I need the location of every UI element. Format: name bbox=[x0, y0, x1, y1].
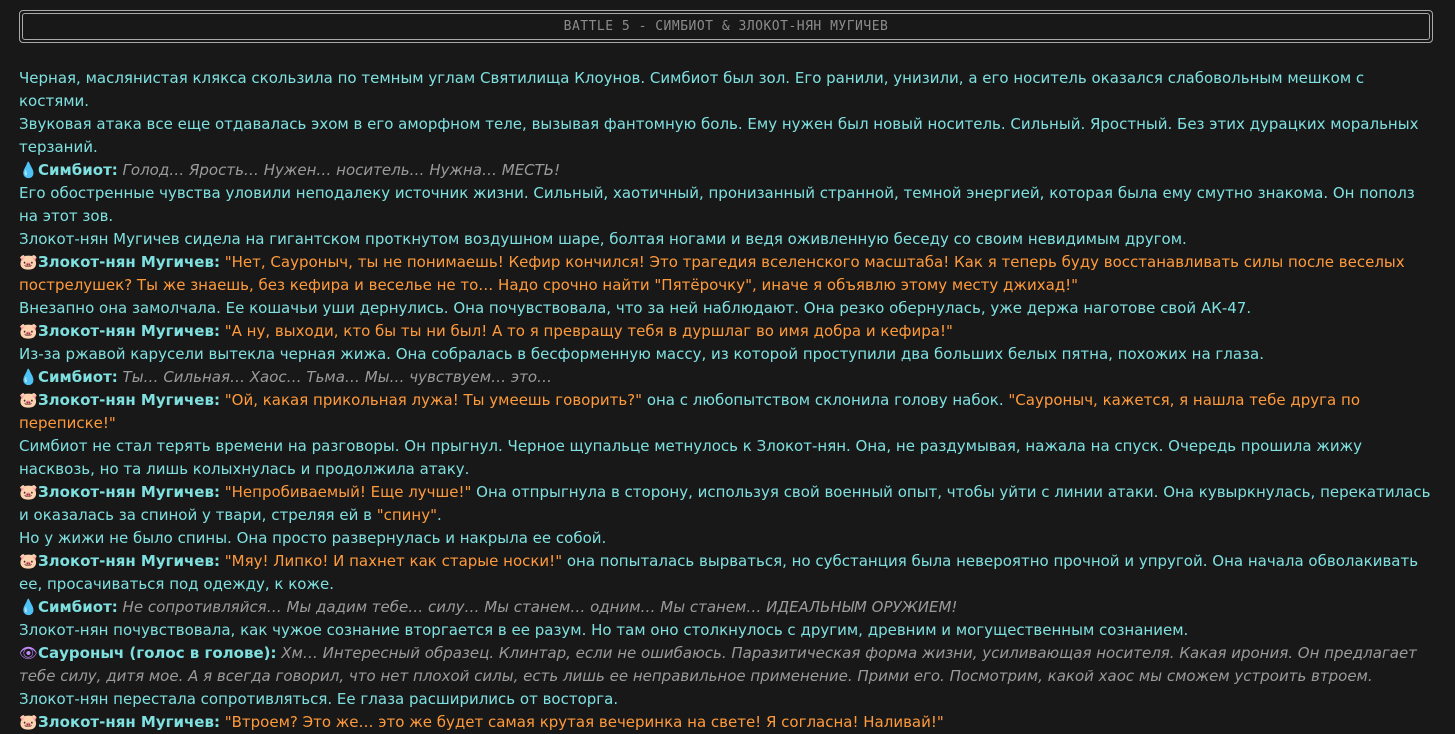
pig-face-icon: 🐷 bbox=[19, 552, 38, 570]
dialogue-line-zlokot bbox=[19, 320, 1433, 343]
speech-text: "Втроем? Это же… это же будет самая крутая вечеринка на свете! Я согласна! Наливай!" bbox=[224, 713, 944, 731]
speaker-name: Симбиот: bbox=[38, 161, 118, 179]
speech-text: Ты… Сильная… Хаос… Тьма… Мы… чувствуем… это… bbox=[122, 368, 552, 386]
narration-inline: она с любопытством склонила голову набок. bbox=[642, 391, 1009, 409]
speech-text: "Сауроныч, кажется, я нашла тебе друга по переписке!" bbox=[19, 391, 1361, 432]
narration-line: Из-за ржавой карусели вытекла черная жижа. Она собралась в бесформенную массу, из которой проступили два больших белых пятна, похожих на глаза. bbox=[19, 345, 1264, 363]
narration-line: Внезапно она замолчала. Ее кошачьи уши дернулись. Она почувствовала, что за ней наблюдают. Она резко обернулась, уже держа наготове свой АК-47. bbox=[19, 299, 1252, 317]
pig-face-icon: 🐷 bbox=[19, 391, 38, 409]
speaker-name: Злокот-нян Мугичев: bbox=[38, 253, 220, 271]
narration-inline: Она отпрыгнула в сторону, используя свой военный опыт, чтобы уйти с линии атаки. Она кувыркнулась, перекатилась и оказалась за спиной у твари, стреляя ей в bbox=[19, 483, 1431, 524]
speech-text: Хм… Интересный образец. Клинтар, если не ошибаюсь. Паразитическая форма жизни, усиливающая носителя. Какая ирония. Он предлагает тебе силу, дитя мое. А я всегда говорил, что нет плохой силы, есть лишь ее неправильное применение. Прими его. Посмотрим, какой хаос мы сможем устроить втроем. bbox=[19, 644, 1417, 685]
dialogue-line-symbiote bbox=[19, 159, 1433, 182]
pig-face-icon: 🐷 bbox=[19, 253, 38, 271]
story-log bbox=[19, 67, 1433, 734]
narration-line: Черная, маслянистая клякса скользила по темным углам Святилища Клоунов. Симбиот был зол. Его ранили, унизили, а его носитель оказался слабовольным мешком с костями. bbox=[19, 69, 1365, 110]
dialogue-line-zlokot bbox=[19, 550, 1433, 596]
dialogue-line-zlokot bbox=[19, 389, 1433, 435]
speech-text: "А ну, выходи, кто бы ты ни был! А то я превращу тебя в дуршлаг во имя добра и кефира!" bbox=[224, 322, 953, 340]
speaker-name: Сауроныч (голос в голове): bbox=[38, 644, 277, 662]
dialogue-line-zlokot bbox=[19, 711, 1433, 734]
speaker-name: Злокот-нян Мугичев: bbox=[38, 391, 220, 409]
speech-text: "Ой, какая прикольная лужа! Ты умеешь говорить?" bbox=[224, 391, 643, 409]
eye-icon: 👁 bbox=[19, 644, 39, 662]
droplet-icon: 💧 bbox=[19, 368, 38, 386]
dialogue-line-symbiote bbox=[19, 366, 1433, 389]
dialogue-line-zlokot bbox=[19, 481, 1433, 527]
narration-line: Его обостренные чувства уловили неподалеку источник жизни. Сильный, хаотичный, пронизанный странной, темной энергией, которая была ему смутно знакома. Он пополз на этот зов. bbox=[19, 184, 1415, 225]
speaker-name: Злокот-нян Мугичев: bbox=[38, 483, 220, 501]
narration-line: Но у жижи не было спины. Она просто развернулась и накрыла ее собой. bbox=[19, 529, 607, 547]
narration-line: Злокот-нян почувствовала, как чужое сознание вторгается в ее разум. Но там оно столкнулось с другим, древним и могущественным сознанием. bbox=[19, 621, 1189, 639]
speaker-name: Симбиот: bbox=[38, 368, 118, 386]
narration-line: Злокот-нян Мугичев сидела на гигантском проткнутом воздушном шаре, болтая ногами и ведя оживленную беседу со своим невидимым другом. bbox=[19, 230, 1187, 248]
speech-text: "Непробиваемый! Еще лучше!" bbox=[224, 483, 472, 501]
droplet-icon: 💧 bbox=[19, 598, 38, 616]
droplet-icon: 💧 bbox=[19, 161, 38, 179]
dialogue-line-zlokot bbox=[19, 251, 1433, 297]
battle-header bbox=[19, 10, 1433, 43]
narration-inline: . bbox=[437, 506, 442, 524]
speaker-name: Злокот-нян Мугичев: bbox=[38, 552, 220, 570]
speaker-name: Симбиот: bbox=[38, 598, 118, 616]
battle-title: BATTLE 5 - СИМБИОТ & ЗЛОКОТ-НЯН МУГИЧЕВ bbox=[22, 13, 1430, 40]
dialogue-line-sauronych bbox=[19, 642, 1433, 688]
pig-face-icon: 🐷 bbox=[19, 322, 38, 340]
speech-text: "Мяу! Липко! И пахнет как старые носки!" bbox=[224, 552, 563, 570]
speaker-name: Злокот-нян Мугичев: bbox=[38, 713, 220, 731]
dialogue-line-symbiote bbox=[19, 596, 1433, 619]
speech-text: Голод… Ярость… Нужен… носитель… Нужна… МЕСТЬ! bbox=[122, 161, 561, 179]
pig-face-icon: 🐷 bbox=[19, 483, 38, 501]
narration-inline: она попыталась вырваться, но субстанция была невероятно прочной и упругой. Она начала обволакивать ее, просачиваться под одежду, к коже. bbox=[19, 552, 1419, 593]
pig-face-icon: 🐷 bbox=[19, 713, 38, 731]
narration-line: Звуковая атака все еще отдавалась эхом в его аморфном теле, вызывая фантомную боль. Ему нужен был новый носитель. Сильный. Яростный. Без этих дурацких моральных терзаний. bbox=[19, 115, 1419, 156]
speaker-name: Злокот-нян Мугичев: bbox=[38, 322, 220, 340]
narration-line: Злокот-нян перестала сопротивляться. Ее глаза расширились от восторга. bbox=[19, 690, 619, 708]
speech-text: Не сопротивляйся… Мы дадим тебе… силу… Мы станем… одним… Мы станем… ИДЕАЛЬНЫМ ОРУЖИЕМ! bbox=[122, 598, 958, 616]
speech-text: "Нет, Сауроныч, ты не понимаешь! Кефир кончился! Это трагедия вселенского масштаба! Как я теперь буду восстанавливать силы после веселых пострелушек? Ты же знаешь, без кефира и веселье не то… Надо срочно найти "Пятёрочку", иначе я объявлю этому месту джихад!" bbox=[19, 253, 1405, 294]
speech-text: "спину" bbox=[376, 506, 437, 524]
narration-line: Симбиот не стал терять времени на разговоры. Он прыгнул. Черное щупальце метнулось к Злокот-нян. Она, не раздумывая, нажала на спуск. Очередь прошила жижу насквозь, но та лишь колыхнулась и продолжила атаку. bbox=[19, 437, 1362, 478]
